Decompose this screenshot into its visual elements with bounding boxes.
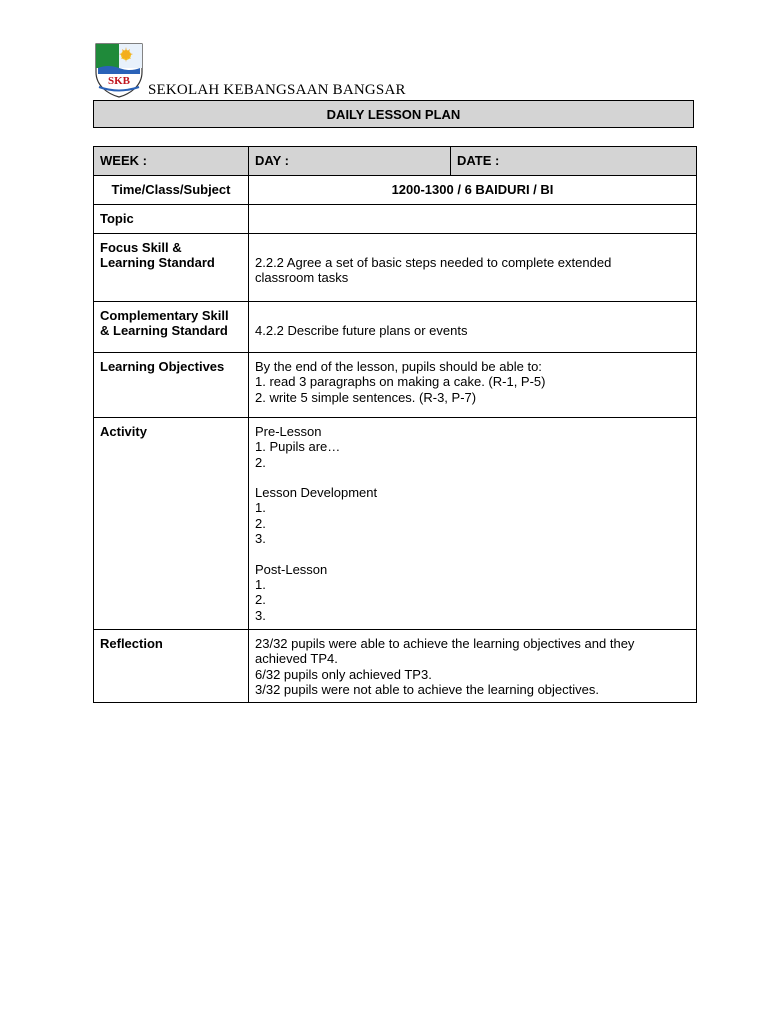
- date-field[interactable]: DATE :: [451, 147, 697, 176]
- learning-objectives-label: Learning Objectives: [94, 353, 249, 418]
- activity-value[interactable]: Pre-Lesson 1. Pupils are… 2. Lesson Development 1. 2. 3. Post-Lesson 1. 2. 3.: [249, 418, 697, 630]
- reflection-label: Reflection: [94, 630, 249, 703]
- complementary-skill-row: [94, 302, 697, 353]
- time-class-subject-value[interactable]: 1200-1300 / 6 BAIDURI / BI: [249, 176, 697, 205]
- svg-text:SKB: SKB: [107, 75, 131, 87]
- school-name: SEKOLAH KEBANGSAAN BANGSAR: [148, 82, 406, 98]
- focus-skill-row: [94, 234, 697, 302]
- reflection-row: [94, 630, 697, 703]
- topic-label: Topic: [94, 205, 249, 234]
- learning-objectives-value[interactable]: By the end of the lesson, pupils should be able to: 1. read 3 paragraphs on making a cake. (R-1, P-5) 2. write 5 simple sentences. (R-3, P-7): [249, 353, 697, 418]
- school-crest-logo: [94, 42, 144, 98]
- day-field[interactable]: DAY :: [249, 147, 451, 176]
- focus-skill-value[interactable]: 2.2.2 Agree a set of basic steps needed to complete extended classroom tasks: [249, 234, 697, 302]
- week-field[interactable]: WEEK :: [94, 147, 249, 176]
- focus-skill-label: Focus Skill & Learning Standard: [94, 234, 249, 302]
- time-class-subject-row: [94, 176, 697, 205]
- learning-objectives-row: [94, 353, 697, 418]
- lesson-plan-table: [93, 146, 697, 703]
- topic-value[interactable]: [249, 205, 697, 234]
- reflection-value[interactable]: 23/32 pupils were able to achieve the learning objectives and they achieved TP4. 6/32 pupils only achieved TP3. 3/32 pupils were not able to achieve the learning objectives.: [249, 630, 697, 703]
- time-class-subject-label: Time/Class/Subject: [94, 176, 249, 205]
- activity-label: Activity: [94, 418, 249, 630]
- page-title: DAILY LESSON PLAN: [93, 100, 694, 128]
- complementary-skill-value[interactable]: 4.2.2 Describe future plans or events: [249, 302, 697, 353]
- header-row: [94, 147, 697, 176]
- activity-row: [94, 418, 697, 630]
- topic-row: [94, 205, 697, 234]
- complementary-skill-label: Complementary Skill & Learning Standard: [94, 302, 249, 353]
